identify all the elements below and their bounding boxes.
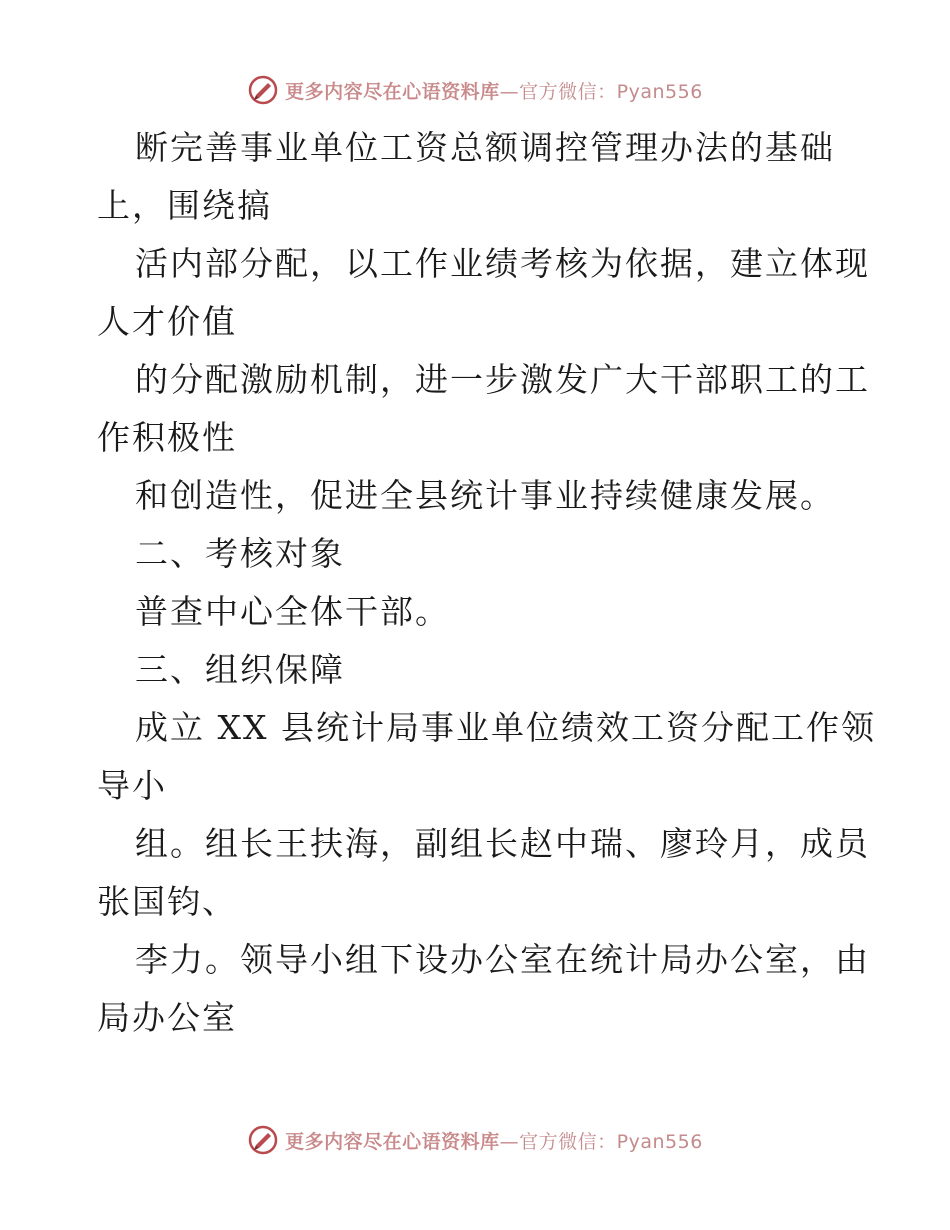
paragraph-line: 上，围绕搞	[97, 186, 272, 225]
paragraph-line: 组。组长王扶海，副组长赵中瑞、廖玲月，成员	[135, 824, 870, 863]
watermark-text: 更多内容尽在心语资料库—官方微信：Pyan556	[285, 1130, 703, 1153]
footer-watermark	[0, 1120, 950, 1160]
section-heading: 二、考核对象	[135, 534, 345, 573]
section-heading: 三、组织保障	[135, 650, 345, 689]
paragraph-line: 的分配激励机制，进一步激发广大干部职工的工	[135, 360, 870, 399]
brand-logo-icon	[247, 1124, 279, 1156]
brand-logo-icon	[247, 74, 279, 106]
paragraph-line: 普查中心全体干部。	[135, 592, 450, 631]
paragraph-line: 成立 XX 县统计局事业单位绩效工资分配工作领	[135, 708, 876, 747]
paragraph-line: 局办公室	[97, 998, 237, 1037]
paragraph-line: 李力。领导小组下设办公室在统计局办公室，由	[135, 940, 870, 979]
header-watermark	[0, 70, 950, 110]
paragraph-line: 和创造性，促进全县统计事业持续健康发展。	[135, 476, 835, 515]
paragraph-line: 导小	[97, 766, 167, 805]
paragraph-line: 张国钧、	[97, 882, 237, 921]
paragraph-line: 断完善事业单位工资总额调控管理办法的基础	[135, 128, 835, 167]
paragraph-line: 活内部分配，以工作业绩考核为依据，建立体现	[135, 244, 870, 283]
watermark-text: 更多内容尽在心语资料库—官方微信：Pyan556	[285, 80, 703, 103]
paragraph-line: 作积极性	[97, 418, 237, 457]
paragraph-line: 人才价值	[97, 302, 237, 341]
